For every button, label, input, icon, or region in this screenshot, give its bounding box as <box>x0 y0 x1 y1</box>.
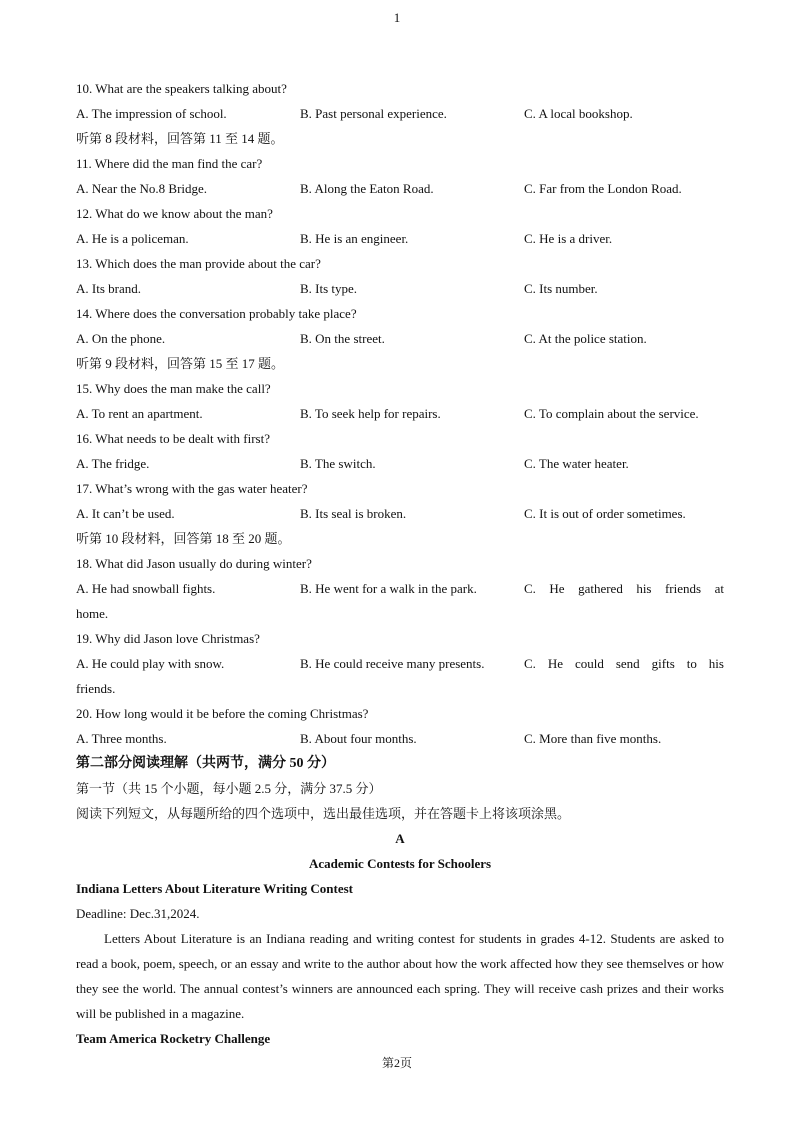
passage-letter: A <box>395 831 405 846</box>
top-page-number: 1 <box>393 10 401 25</box>
option-a: A. To rent an apartment. <box>76 406 203 421</box>
option-a: A. Three months. <box>76 731 167 746</box>
option-b: B. Past personal experience. <box>300 106 447 121</box>
option-c-word: He <box>549 581 565 596</box>
question-19-options <box>76 651 724 676</box>
option-c-continuation: friends. <box>76 681 116 696</box>
page-content <box>76 76 724 1051</box>
option-c <box>524 576 724 601</box>
option-c-continuation: home. <box>76 606 109 621</box>
contest-1-body: Letters About Literature is an Indiana reading and writing contest for students in grades 4-12. Students are asked to read a book, poem, speech, or an essay and write to the author about how the work affected how they see themselves or how they see the world. The annual contest’s winners are announced each spring. They will receive cash prizes and their works will be published in a magazine. <box>76 931 724 1021</box>
option-b: B. About four months. <box>300 731 417 746</box>
question-12-options <box>76 226 724 251</box>
question-13-options <box>76 276 724 301</box>
passage-10-instruction: 听第 10 段材料，回答第 18 至 20 题。 <box>76 531 291 546</box>
option-b: B. Its seal is broken. <box>300 506 407 521</box>
reading-section-note: 第一节（共 15 个小题，每小题 2.5 分，满分 37.5 分） <box>76 781 382 796</box>
option-a: A. It can’t be used. <box>76 506 175 521</box>
option-b: B. He could receive many presents. <box>300 656 485 671</box>
option-c-word: C. <box>524 581 536 596</box>
question-15-options <box>76 401 724 426</box>
option-c-word: C. <box>524 656 536 671</box>
option-a: A. The fridge. <box>76 456 150 471</box>
option-c: C. The water heater. <box>524 456 629 471</box>
option-c: C. It is out of order sometimes. <box>524 506 686 521</box>
option-b: B. To seek help for repairs. <box>300 406 441 421</box>
option-b: B. Its type. <box>300 281 358 296</box>
option-c: C. At the police station. <box>524 331 647 346</box>
question-15-stem: 15. Why does the man make the call? <box>76 381 271 396</box>
option-c-word: to <box>686 656 697 671</box>
question-14-options <box>76 326 724 351</box>
question-16-stem: 16. What needs to be dealt with first? <box>76 431 270 446</box>
option-c: C. He is a driver. <box>524 231 613 246</box>
option-c-word: send <box>615 656 640 671</box>
reading-part-title: 第二部分阅读理解（共两节，满分 50 分） <box>76 756 335 771</box>
option-a: A. He had snowball fights. <box>76 581 216 596</box>
option-c: C. Far from the London Road. <box>524 181 682 196</box>
option-a: A. He is a policeman. <box>76 231 189 246</box>
option-c: C. Its number. <box>524 281 598 296</box>
question-10-stem: 10. What are the speakers talking about? <box>76 81 287 96</box>
question-18-stem: 18. What did Jason usually do during winter? <box>76 556 312 571</box>
option-b: B. He went for a walk in the park. <box>300 581 477 596</box>
option-a: A. On the phone. <box>76 331 166 346</box>
option-c-word: at <box>714 581 724 596</box>
option-c-word: his <box>708 656 724 671</box>
option-a: A. He could play with snow. <box>76 656 225 671</box>
option-c-word: friends <box>664 581 702 596</box>
question-11-options <box>76 176 724 201</box>
option-c: C. A local bookshop. <box>524 106 633 121</box>
option-a: A. Near the No.8 Bridge. <box>76 181 208 196</box>
passage-title: Academic Contests for Schoolers <box>308 856 492 871</box>
option-b: B. The switch. <box>300 456 376 471</box>
question-20-options <box>76 726 724 751</box>
option-a: A. Its brand. <box>76 281 141 296</box>
question-20-stem: 20. How long would it be before the coming Christmas? <box>76 706 369 721</box>
question-11-stem: 11. Where did the man find the car? <box>76 156 263 171</box>
option-c-word: gifts <box>651 656 675 671</box>
passage-8-instruction: 听第 8 段材料，回答第 11 至 14 题。 <box>76 131 284 146</box>
option-c-word: gathered <box>578 581 623 596</box>
option-c-word: He <box>547 656 564 671</box>
option-a: A. The impression of school. <box>76 106 227 121</box>
question-14-stem: 14. Where does the conversation probably take place? <box>76 306 357 321</box>
option-b: B. On the street. <box>300 331 385 346</box>
option-c <box>524 651 724 676</box>
contest-1-deadline: Deadline: Dec.31,2024. <box>76 906 200 921</box>
reading-instructions: 阅读下列短文，从每题所给的四个选项中，选出最佳选项，并在答题卡上将该项涂黑。 <box>76 806 571 821</box>
question-19-stem: 19. Why did Jason love Christmas? <box>76 631 260 646</box>
contest-1-title: Indiana Letters About Literature Writing Contest <box>76 881 353 896</box>
option-c: C. More than five months. <box>524 731 662 746</box>
question-18-options <box>76 576 724 601</box>
question-16-options <box>76 451 724 476</box>
question-17-stem: 17. What’s wrong with the gas water heater? <box>76 481 308 496</box>
option-c-word: could <box>575 656 604 671</box>
option-c: C. To complain about the service. <box>524 406 699 421</box>
option-b: B. Along the Eaton Road. <box>300 181 434 196</box>
passage-9-instruction: 听第 9 段材料，回答第 15 至 17 题。 <box>76 356 285 371</box>
question-17-options <box>76 501 724 526</box>
question-10-options <box>76 101 724 126</box>
question-12-stem: 12. What do we know about the man? <box>76 206 273 221</box>
page-footer-label: 第2页 <box>381 1056 412 1070</box>
contest-2-title: Team America Rocketry Challenge <box>76 1031 271 1046</box>
option-b: B. He is an engineer. <box>300 231 409 246</box>
option-c-word: his <box>636 581 652 596</box>
question-13-stem: 13. Which does the man provide about the car? <box>76 256 321 271</box>
